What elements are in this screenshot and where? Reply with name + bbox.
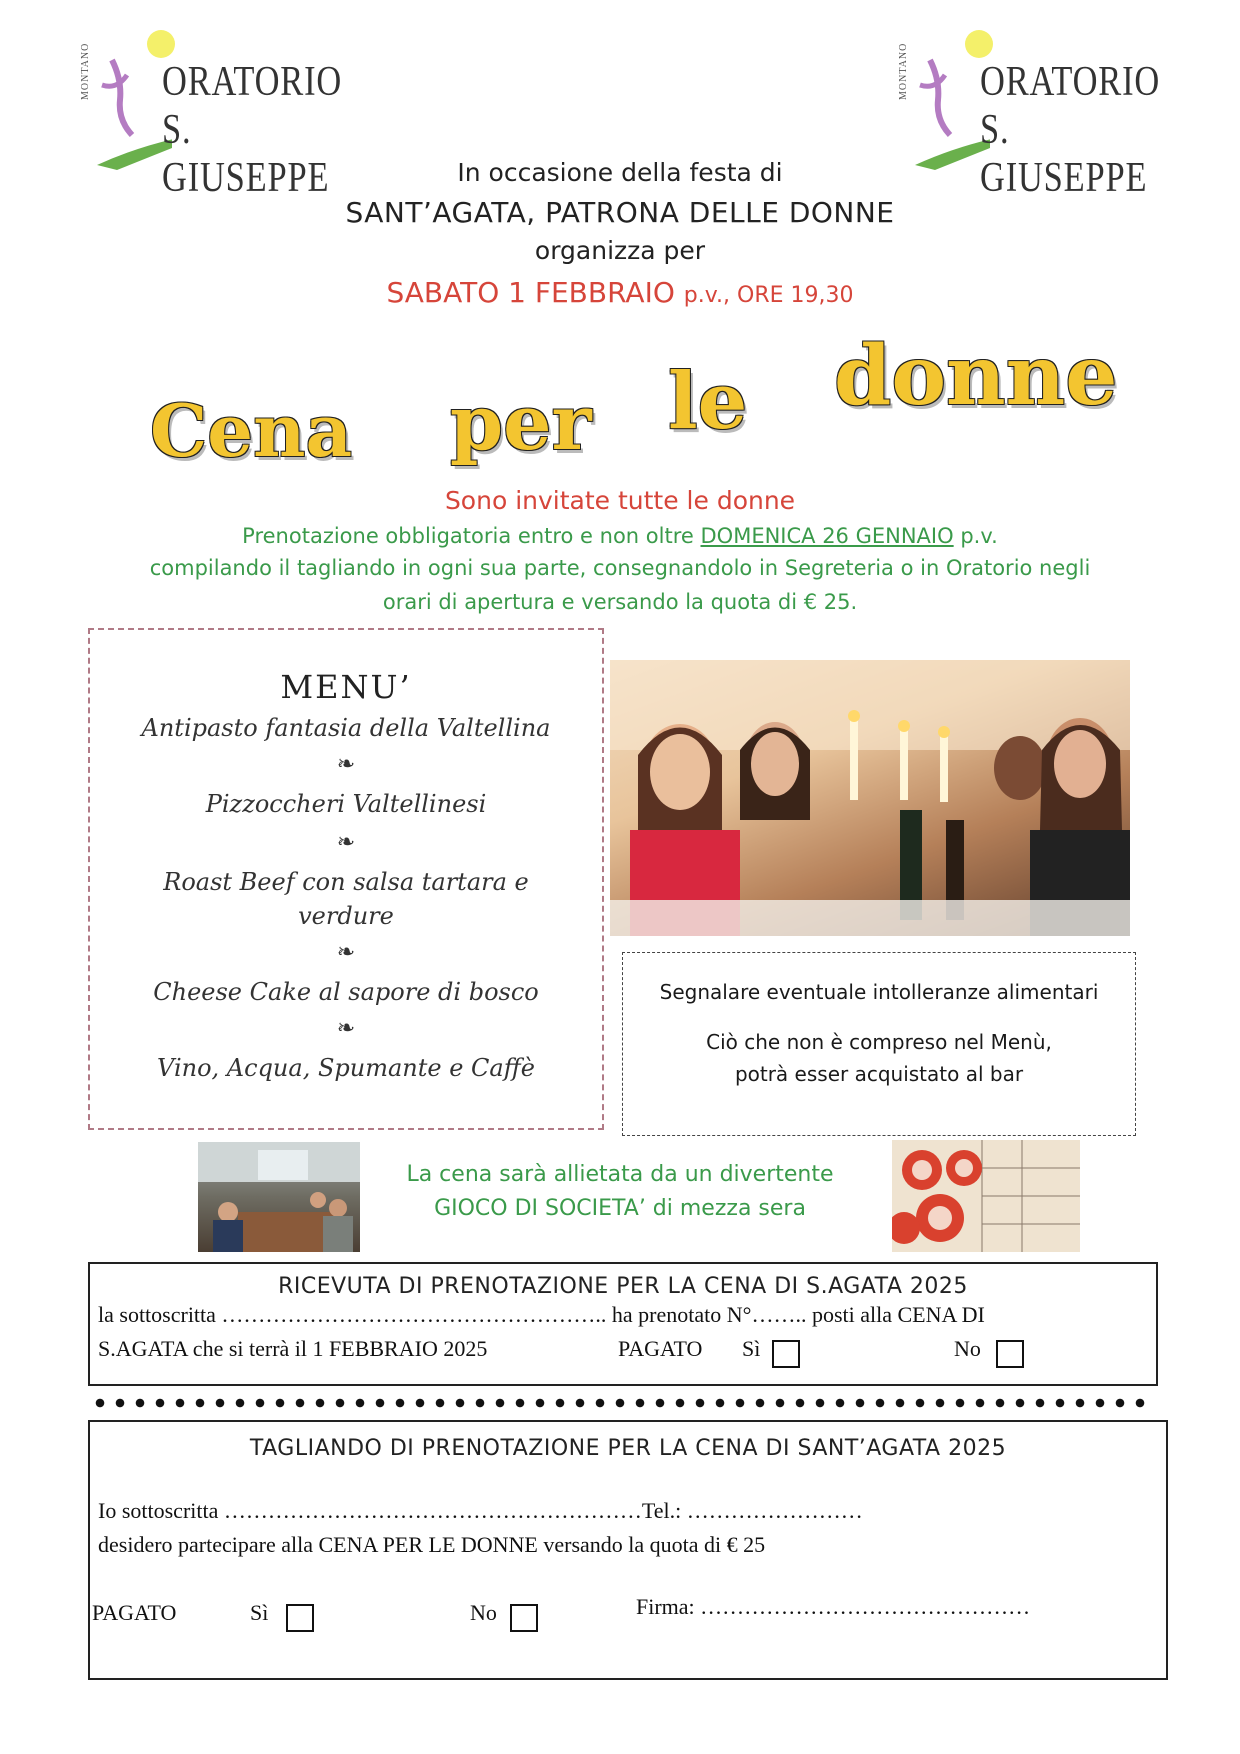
game-line2: GIOCO DI SOCIETA’ di mezza sera	[434, 1196, 806, 1221]
coupon-no-label: No	[470, 1600, 497, 1625]
dinner-photo	[610, 660, 1130, 936]
event-date: SABATO 1 FEBBRAIO	[386, 276, 675, 309]
logo-line1: ORATORIO	[980, 59, 1161, 105]
invite-text: Sono invitate tutte le donne	[444, 486, 796, 515]
coupon-yes-checkbox[interactable]	[286, 1604, 314, 1632]
coupon-paid-label: PAGATO	[92, 1600, 177, 1625]
booking-line1	[0, 524, 1240, 548]
menu-item: Roast Beef con salsa tartara e	[163, 868, 529, 896]
receipt-no-label: No	[954, 1336, 981, 1361]
coupon-line1: Io sottoscritta …………………………………………………Tel.: ……………………	[98, 1498, 863, 1523]
logo-line2: S. GIUSEPPE	[162, 107, 330, 201]
booking-text: Prenotazione obbligatoria entro e non oltre	[242, 524, 694, 548]
coupon-title: TAGLIANDO DI PRENOTAZIONE PER LA CENA DI SANT’AGATA 2025	[249, 1436, 1007, 1461]
logo-line1: ORATORIO	[162, 59, 343, 105]
tombola-photo-image	[892, 1140, 1080, 1252]
ornament-icon: ❧	[336, 830, 356, 855]
booking-deadline: DOMENICA 26 GENNAIO	[700, 524, 954, 548]
logo-line2: S. GIUSEPPE	[980, 107, 1148, 201]
title-word-4: donne	[834, 328, 1118, 424]
menu-item: Cheese Cake al sapore di bosco	[153, 978, 539, 1006]
header-line1: In occasione della festa di	[457, 158, 783, 187]
coupon-line2: desidero partecipare alla CENA PER LE DONNE versando la quota di € 25	[98, 1532, 766, 1557]
receipt-yes-checkbox[interactable]	[772, 1340, 800, 1368]
tombola-photo	[892, 1140, 1080, 1252]
menu-item: Pizzoccheri Valtellinesi	[205, 790, 487, 818]
menu-item: Vino, Acqua, Spumante e Caffè	[157, 1054, 535, 1082]
title-word-2: per	[450, 378, 592, 467]
title-word-3: le	[668, 356, 748, 447]
menu-item: verdure	[298, 902, 394, 930]
cut-line	[90, 1398, 1150, 1408]
menu-title: MENU’	[280, 668, 412, 706]
extra-note-line1: Ciò che non è compreso nel Menù,	[706, 1030, 1052, 1054]
dinner-photo-image	[610, 660, 1130, 936]
figure-icon	[92, 40, 172, 170]
party-photo-image	[198, 1142, 360, 1252]
booking-line2: compilando il tagliando in ogni sua parte, consegnandolo in Segreteria o in Oratorio negli	[149, 556, 1091, 580]
receipt-line1: la sottoscritta …………………………………………….. ha prenotato N°…….. posti alla CENA DI	[98, 1302, 985, 1327]
logo-side-text: MONTANO	[80, 42, 91, 100]
receipt-title: RICEVUTA DI PRENOTAZIONE PER LA CENA DI S.AGATA 2025	[278, 1274, 968, 1299]
booking-line3: orari di apertura e versando la quota di € 25.	[382, 590, 858, 614]
receipt-paid-label: PAGATO	[618, 1336, 703, 1361]
coupon-yes-label: Sì	[250, 1600, 269, 1625]
receipt-line2: S.AGATA che si terrà il 1 FEBBRAIO 2025	[98, 1336, 488, 1361]
game-line1: La cena sarà allietata da un divertente	[406, 1162, 834, 1187]
title-word-1: Cena	[150, 388, 353, 473]
receipt-no-checkbox[interactable]	[996, 1340, 1024, 1368]
ornament-icon: ❧	[336, 940, 356, 965]
receipt-yes-label: Sì	[742, 1336, 761, 1361]
intolerance-note: Segnalare eventuale intolleranze alimentari	[659, 980, 1099, 1004]
figure-icon	[910, 40, 990, 170]
coupon-signature[interactable]: Firma: ………………………………………	[636, 1594, 1031, 1619]
logo-side-text: MONTANO	[898, 42, 909, 100]
ornament-icon: ❧	[336, 1016, 356, 1041]
header-date	[0, 276, 1240, 309]
logo-left	[80, 30, 372, 201]
header-line3: organizza per	[534, 236, 706, 265]
logo-right	[898, 30, 1190, 201]
coupon-no-checkbox[interactable]	[510, 1604, 538, 1632]
booking-suffix: p.v.	[960, 524, 998, 548]
party-photo	[198, 1142, 360, 1252]
ornament-icon: ❧	[336, 752, 356, 777]
extra-note-line2: potrà esser acquistato al bar	[734, 1062, 1024, 1086]
header-line2: SANT’AGATA, PATRONA DELLE DONNE	[345, 196, 895, 229]
event-time: p.v., ORE 19,30	[683, 283, 854, 308]
menu-item: Antipasto fantasia della Valtellina	[141, 714, 551, 742]
